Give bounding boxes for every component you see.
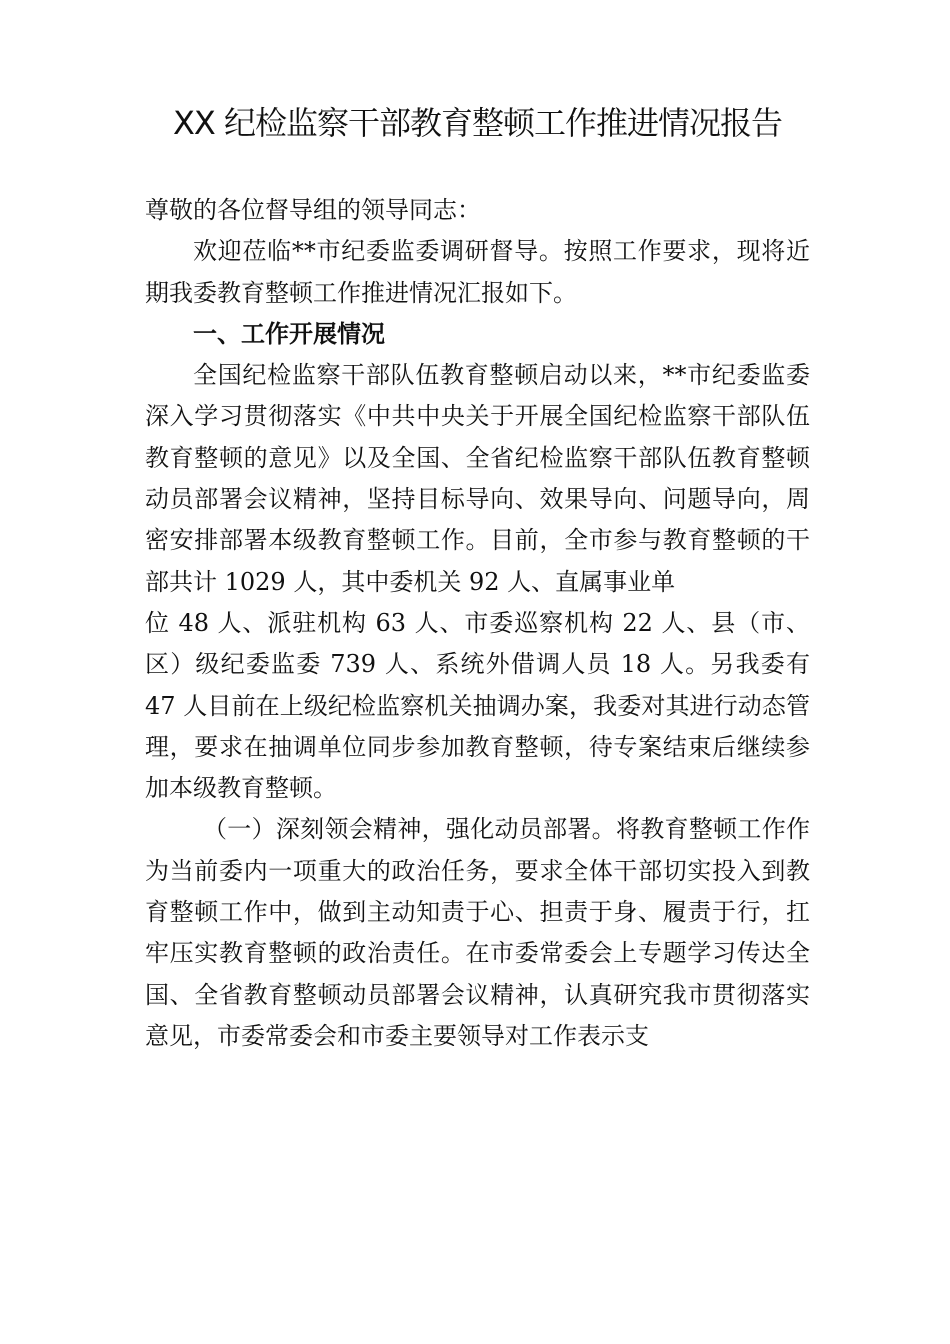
paragraph-work-progress-b: 位 48 人、派驻机构 63 人、市委巡察机构 22 人、县（市、区）级纪委监委 739 人、系统外借调人员 18 人。另我委有 47 人目前在上级纪检监察机关抽调办案，我委对其进行动态管理，要求在抽调单位同步参加教育整顿，待专案结束后继续参加本级教育整顿。 bbox=[145, 608, 810, 803]
paragraph-mobilization: （一）深刻领会精神，强化动员部署。将教育整顿工作作为当前委内一项重大的政治任务，要求全体干部切实投入到教育整顿工作中，做到主动知责于心、担责于身、履责于行，扛牢压实教育整顿的政治责任。在市委常委会上专题学习传达全国、全省教育整顿动员部署会议精神，认真研究我市贯彻落实意见，市委常委会和市委主要领导对工作表示支 bbox=[145, 815, 810, 1050]
paragraph-work-progress-a: 全国纪检监察干部队伍教育整顿启动以来，**市纪委监委深入学习贯彻落实《中共中央关于开展全国纪检监察干部队伍教育整顿的意见》以及全国、全省纪检监察干部队伍教育整顿动员部署会议精神，坚持目标导向、效果导向、问题导向，周密安排部署本级教育整顿工作。目前，全市参与教育整顿的干部共计 1029 人，其中委机关 92 人、直属事业单 bbox=[145, 361, 810, 596]
intro-paragraph: 欢迎莅临**市纪委监委调研督导。按照工作要求，现将近期我委教育整顿工作推进情况汇报如下。 bbox=[145, 237, 810, 307]
document-body bbox=[145, 190, 810, 1057]
document-title: XX 纪检监察干部教育整顿工作推进情况报告 bbox=[172, 104, 783, 142]
section-heading: 一、工作开展情况 bbox=[193, 319, 385, 348]
salutation: 尊敬的各位督导组的领导同志： bbox=[145, 196, 481, 224]
